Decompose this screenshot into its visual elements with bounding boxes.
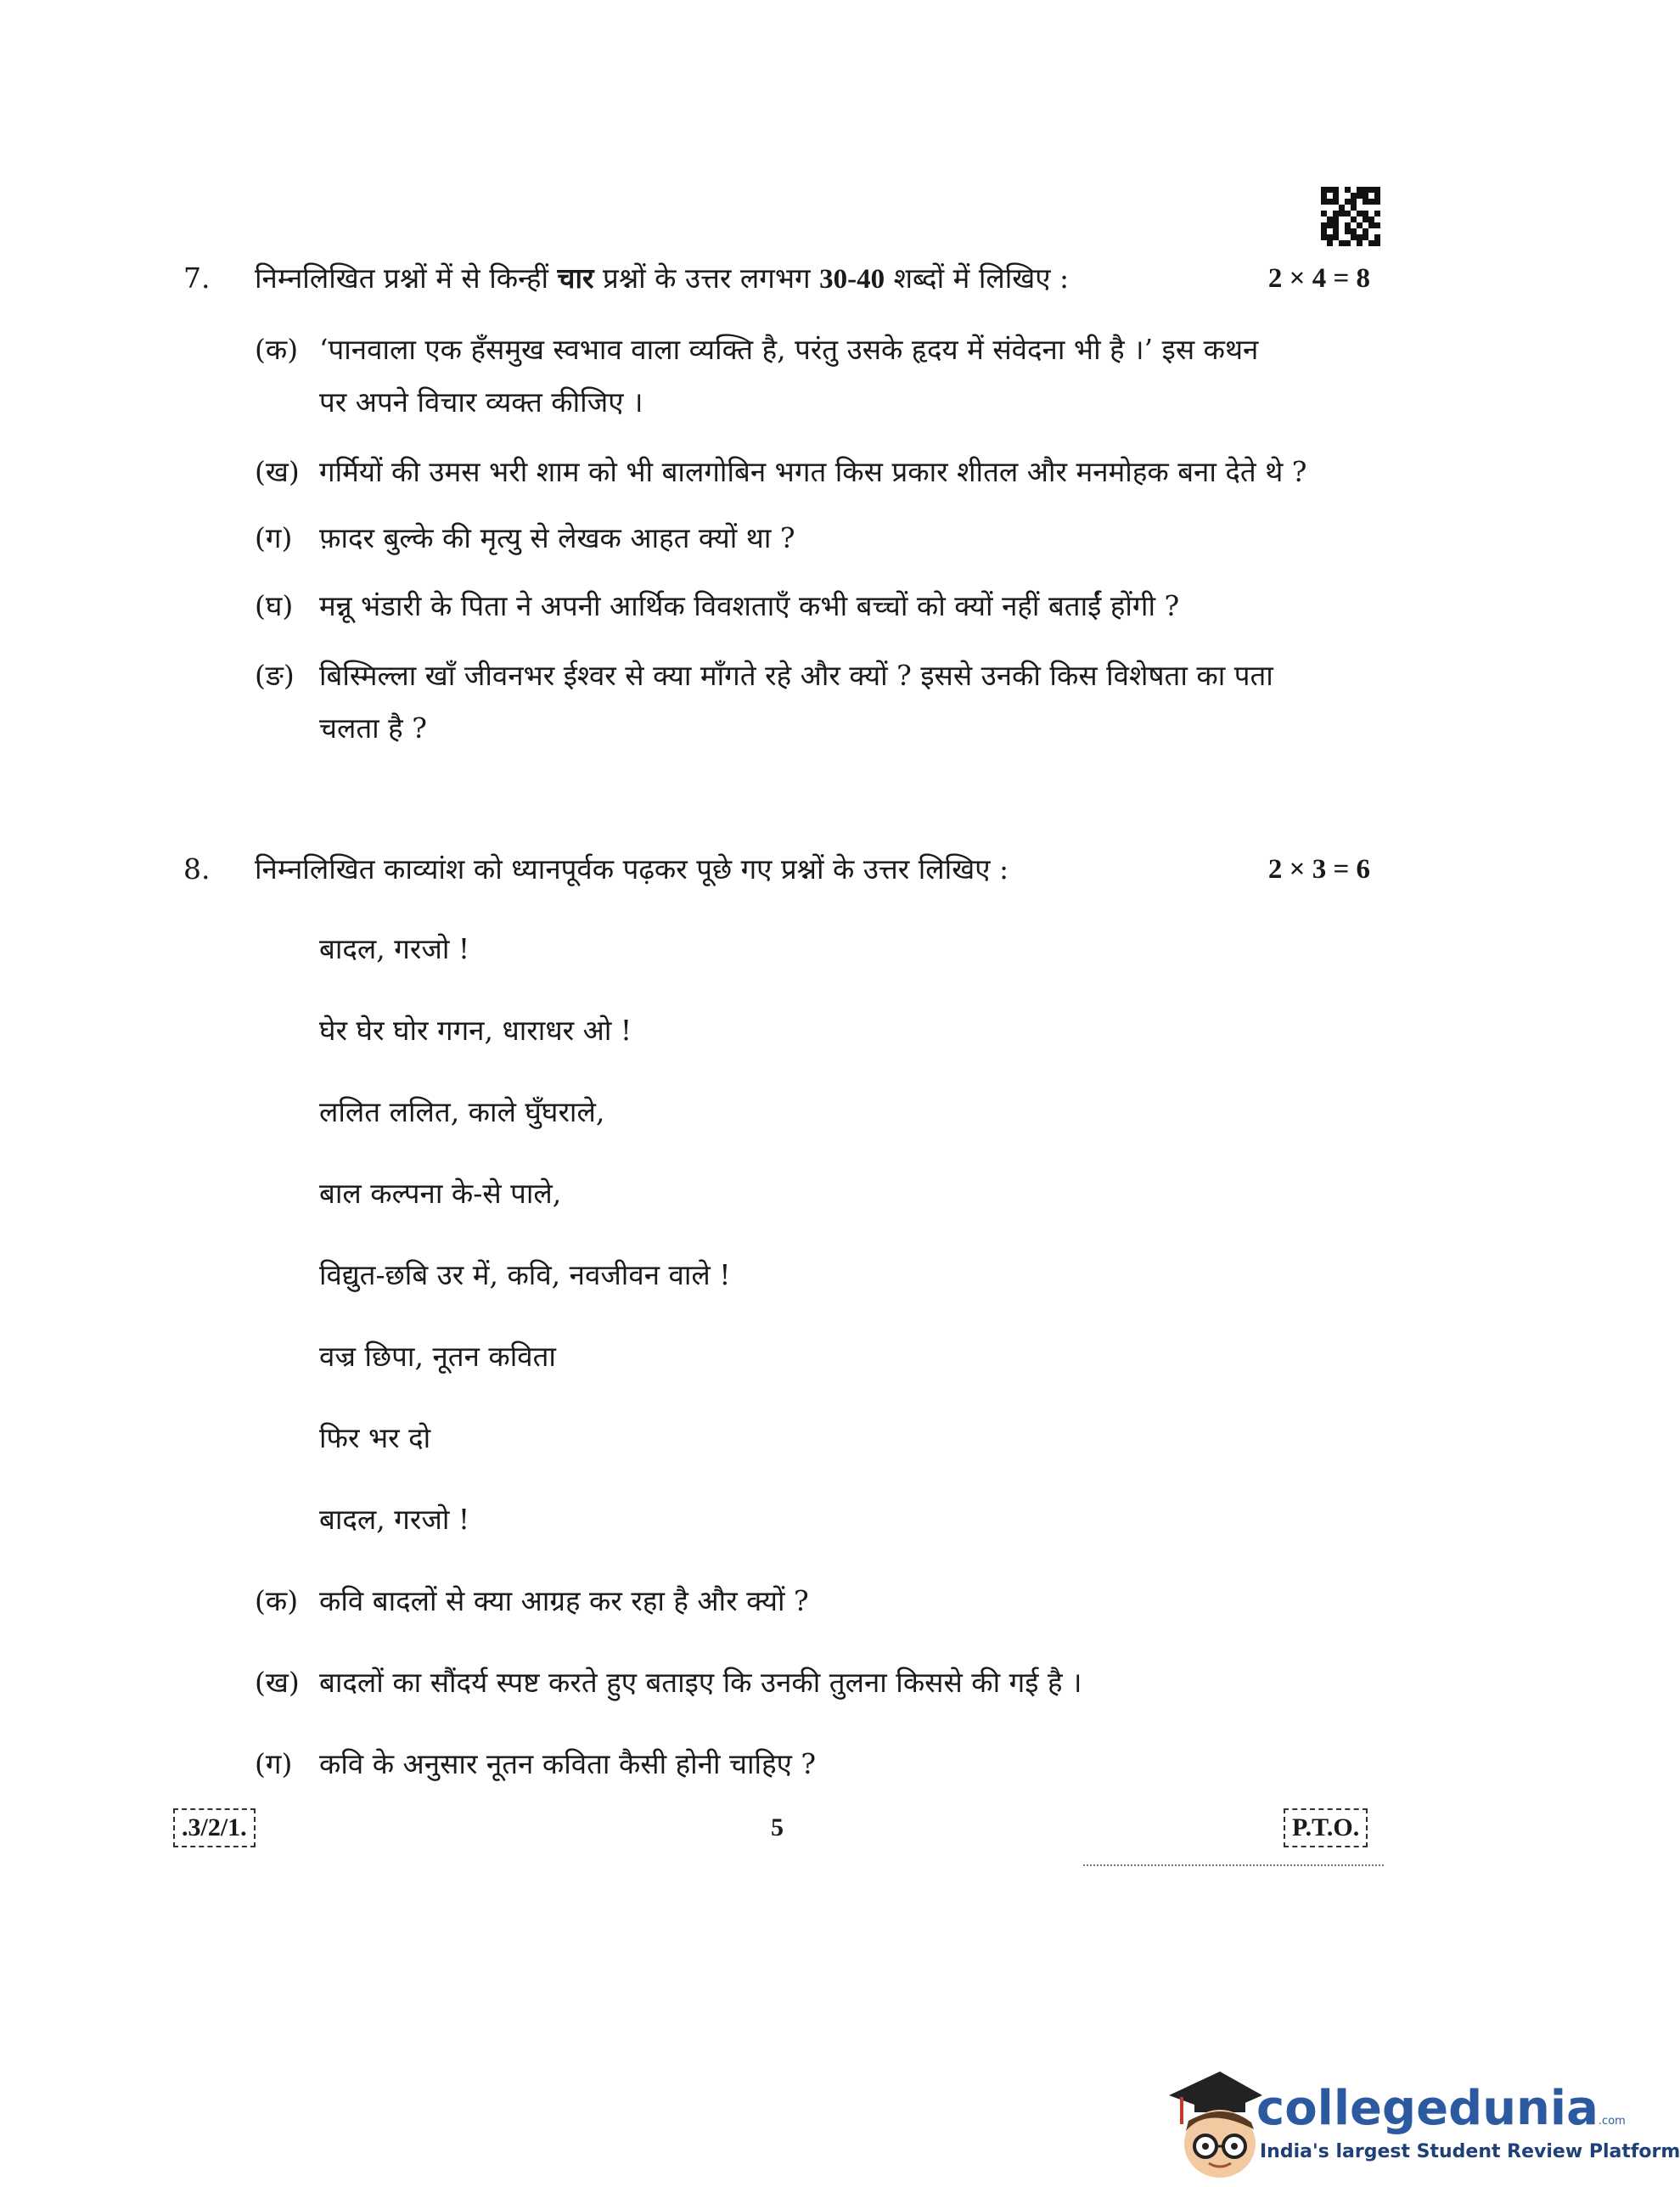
subquestion-label: (घ) [255, 589, 294, 622]
subquestion-label: (ग) [255, 1747, 293, 1780]
poem-line: घेर घेर घोर गगन, धाराधर ओ ! [319, 1014, 632, 1047]
poem-line: बादल, गरजो ! [319, 932, 470, 965]
poem-line: बादल, गरजो ! [319, 1503, 470, 1536]
instruction-text: प्रश्नों के उत्तर लगभग [593, 261, 820, 295]
poem-line: फिर भर दो [319, 1421, 431, 1454]
subquestion-text: कवि के अनुसार नूतन कविता कैसी होनी चाहिए ? [319, 1747, 817, 1780]
poem-line: विद्युत-छबि उर में, कवि, नवजीवन वाले ! [319, 1258, 731, 1291]
logo-domain: .com [1598, 2115, 1626, 2128]
subquestion-text: मन्नू भंडारी के पिता ने अपनी आर्थिक विवशताएँ कभी बच्चों को क्यों नहीं बताईं होंगी ? [319, 589, 1180, 622]
qr-code [1321, 187, 1380, 246]
poem-line: वज्र छिपा, नूतन कविता [319, 1340, 556, 1373]
subquestion-label: (क) [255, 333, 299, 366]
subquestion-text: गर्मियों की उमस भरी शाम को भी बालगोबिन भगत किस प्रकार शीतल और मनमोहक बना देते थे ? [319, 455, 1307, 488]
subquestion-text: कवि बादलों से क्या आग्रह कर रहा है और क्यों ? [319, 1584, 809, 1617]
question-marks: 2 × 4 = 8 [1267, 263, 1370, 294]
logo-tagline: India's largest Student Review Platform [1260, 2141, 1680, 2162]
page-number: 5 [771, 1813, 784, 1841]
subquestion-label: (ङ) [255, 659, 295, 692]
mascot-icon [1156, 2063, 1267, 2182]
footer-dotted-line [1083, 1864, 1384, 1866]
question-marks: 2 × 3 = 6 [1267, 854, 1370, 885]
pto-label: P.T.O. [1284, 1808, 1368, 1847]
subquestion-text: पर अपने विचार व्यक्त कीजिए । [319, 385, 643, 419]
subquestion-text: बिस्मिल्ला खाँ जीवनभर ईश्वर से क्या माँगते रहे और क्यों ? इससे उनकी किस विशेषता का पता [319, 659, 1273, 692]
poem-line: ललित ललित, काले घुँघराले, [319, 1095, 605, 1128]
paper-code: .3/2/1. [173, 1808, 256, 1847]
subquestion-label: (क) [255, 1584, 299, 1617]
subquestion-text: फ़ादर बुल्के की मृत्यु से लेखक आहत क्यों था ? [319, 521, 795, 554]
subquestion-label: (ग) [255, 521, 293, 554]
poem-line: बाल कल्पना के-से पाले, [319, 1177, 562, 1210]
subquestion-text: बादलों का सौंदर्य स्पष्ट करते हुए बताइए कि उनकी तुलना किससे की गई है । [319, 1666, 1082, 1699]
subquestion-label: (ख) [255, 1666, 300, 1699]
instruction-text: निम्नलिखित प्रश्नों में से किन्हीं [255, 261, 558, 295]
question-number: 7. [183, 261, 211, 295]
logo-name: collegedunia [1256, 2081, 1599, 2136]
subquestion-label: (ख) [255, 455, 300, 488]
instruction-emphasis: चार [557, 261, 594, 295]
instruction-text: शब्दों में लिखिए : [885, 261, 1070, 295]
instruction-word-count: 30-40 [819, 264, 885, 295]
subquestion-text: ‘पानवाला एक हँसमुख स्वभाव वाला व्यक्ति है, परंतु उसके हृदय में संवेदना भी है ।’ इस कथन [319, 333, 1259, 366]
question-number: 8. [183, 852, 211, 885]
question-instruction [255, 261, 1069, 296]
question-instruction: निम्नलिखित काव्यांश को ध्यानपूर्वक पढ़कर पूछे गए प्रश्नों के उत्तर लिखिए : [255, 852, 1009, 885]
collegedunia-logo [1156, 2063, 1680, 2182]
subquestion-text: चलता है ? [319, 711, 427, 745]
